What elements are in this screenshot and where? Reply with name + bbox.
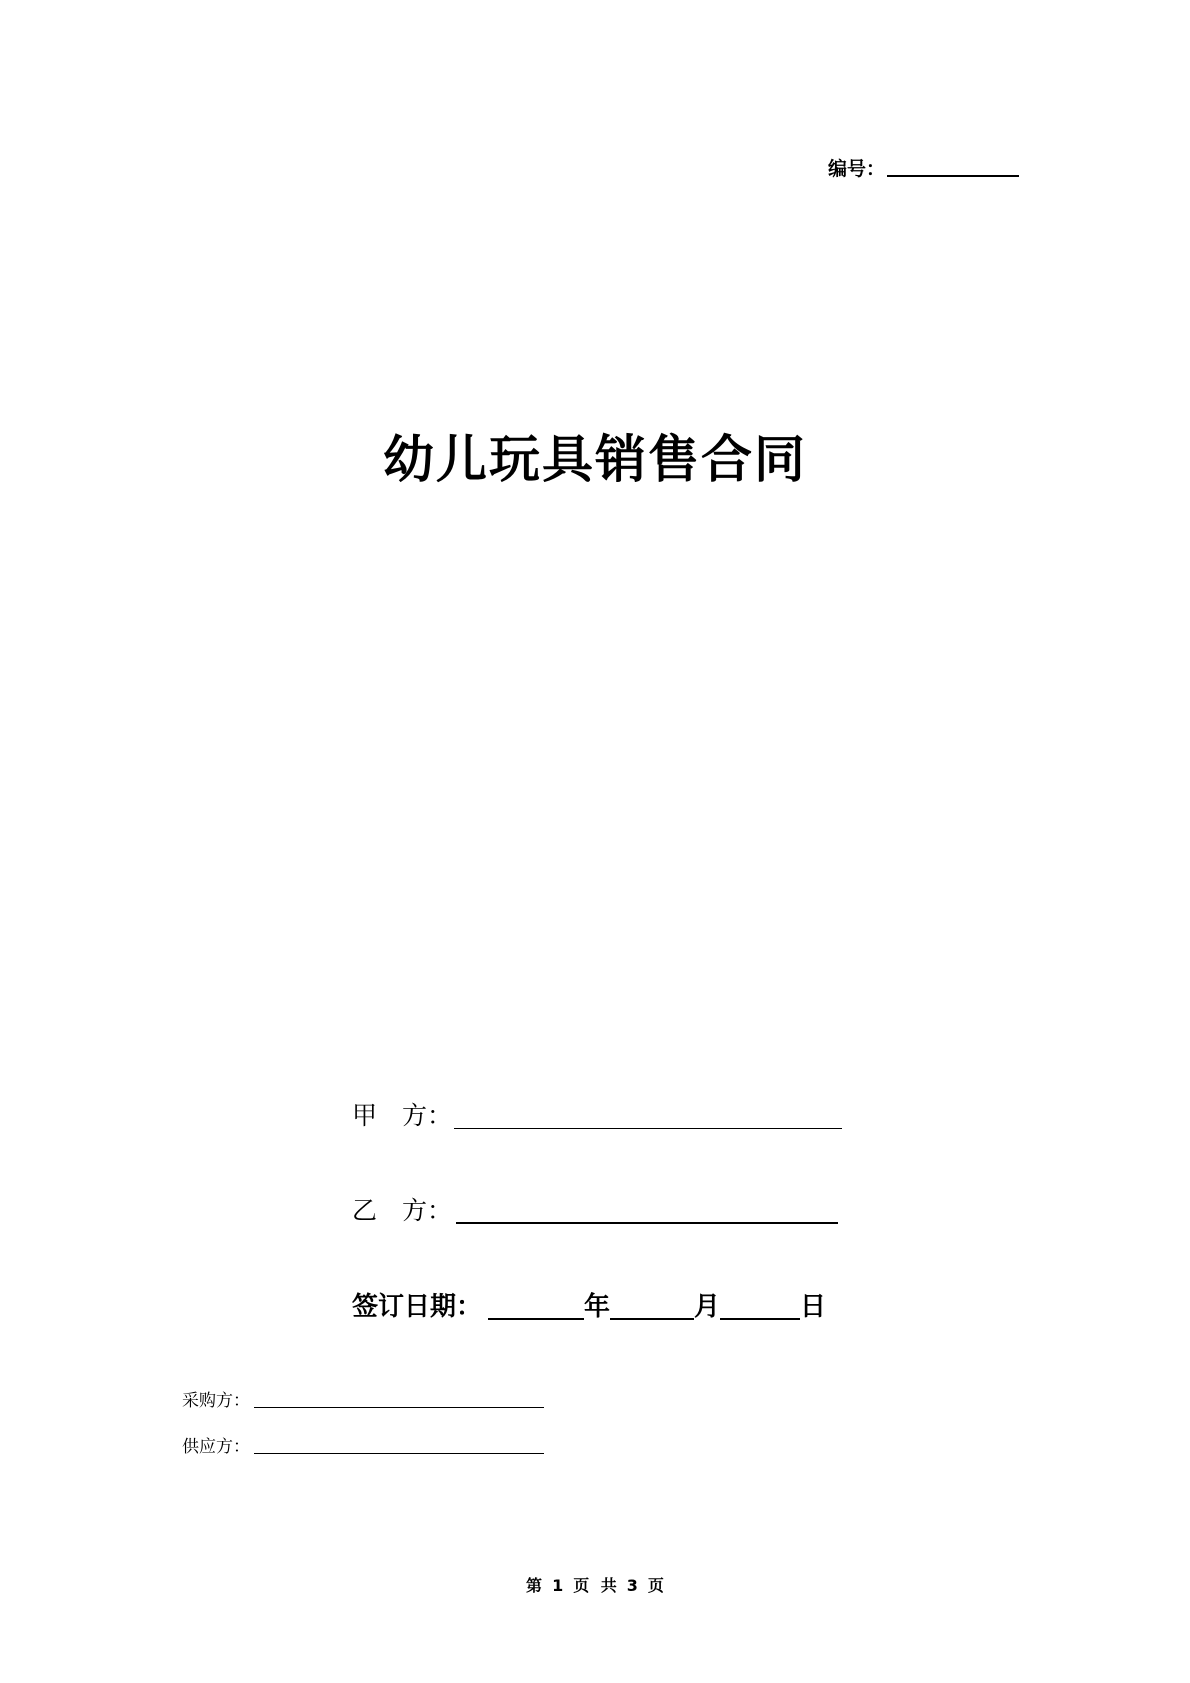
sign-day-blank[interactable] (720, 1318, 800, 1320)
supplier-row (182, 1432, 544, 1457)
party-b-row (352, 1191, 838, 1227)
buyer-label: 采购方： (182, 1391, 250, 1411)
page-current: 1 (552, 1576, 564, 1595)
party-b-label: 乙 方： (352, 1196, 453, 1225)
page-mid: 页 共 (573, 1576, 617, 1595)
page-prefix: 第 (526, 1576, 543, 1595)
page-suffix: 页 (647, 1576, 664, 1595)
buyer-blank[interactable] (254, 1407, 544, 1408)
supplier-label: 供应方： (182, 1437, 250, 1457)
buyer-row (182, 1386, 544, 1411)
serial-number-blank[interactable] (887, 175, 1019, 177)
sign-day-unit: 日 (800, 1292, 827, 1322)
serial-number-field (828, 154, 1019, 181)
party-b-blank[interactable] (456, 1222, 838, 1224)
sign-year-unit: 年 (584, 1292, 611, 1322)
sign-date-label: 签订日期： (352, 1292, 483, 1322)
document-title: 幼儿玩具销售合同 (382, 431, 807, 490)
page-total: 3 (626, 1576, 638, 1595)
supplier-blank[interactable] (254, 1453, 544, 1454)
sign-month-blank[interactable] (610, 1318, 694, 1320)
sign-month-unit: 月 (694, 1292, 721, 1322)
page-footer (0, 1573, 1190, 1596)
sign-date-row (352, 1286, 826, 1323)
sign-year-blank[interactable] (488, 1318, 584, 1320)
party-a-row (352, 1096, 842, 1132)
party-a-label: 甲 方： (352, 1101, 453, 1130)
party-a-blank[interactable] (454, 1128, 842, 1129)
serial-number-label: 编号： (828, 158, 886, 180)
